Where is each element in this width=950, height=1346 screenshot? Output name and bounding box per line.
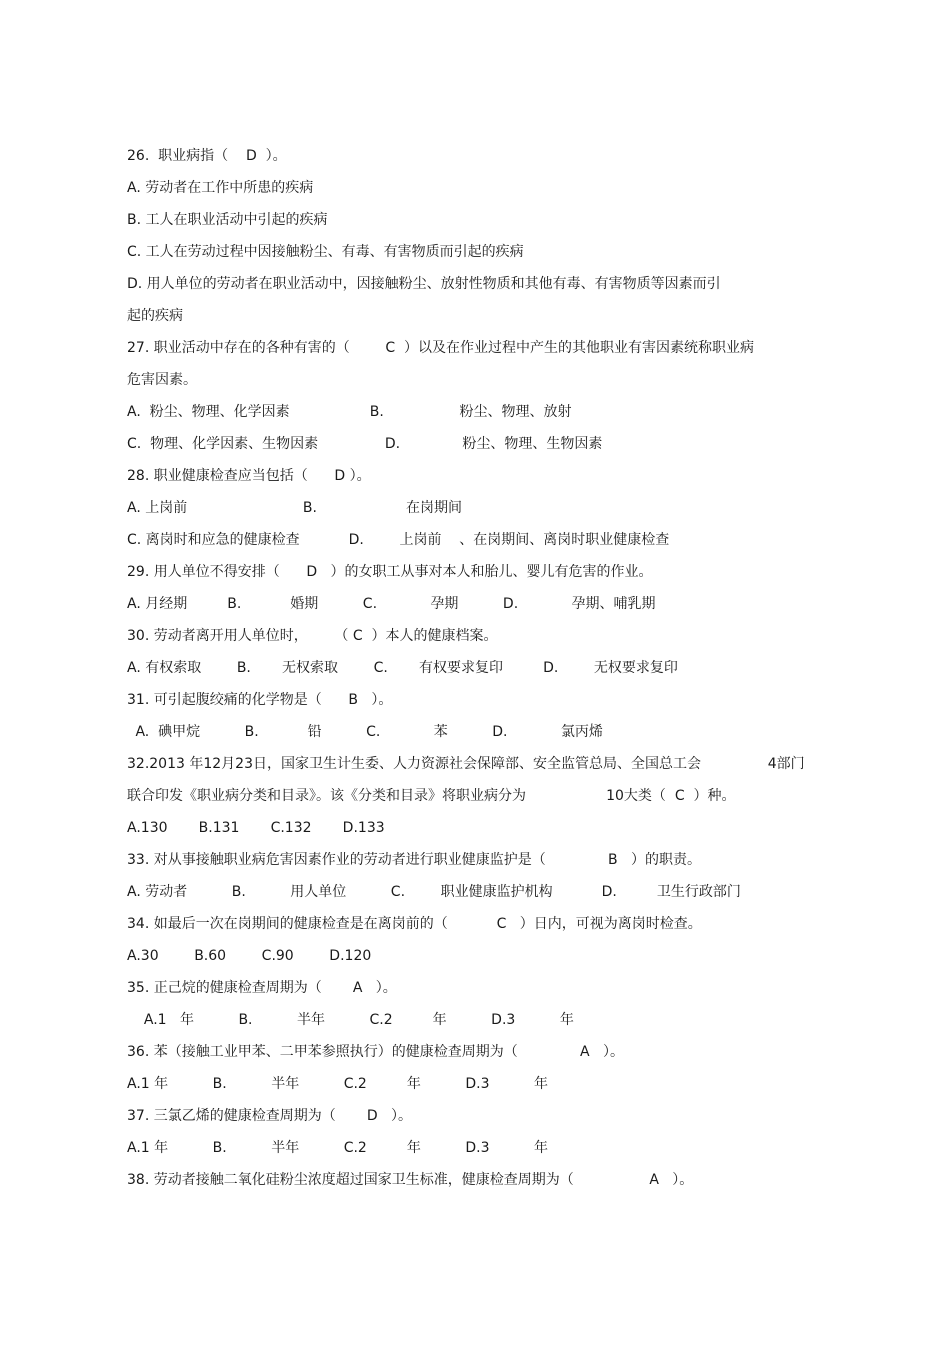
options-line: A. 月经期 B. 婚期 C. 孕期 D. 孕期、哺乳期: [127, 596, 656, 612]
options-line: A.1 年 B. 半年 C.2 年 D.3 年: [127, 1076, 549, 1092]
options-line: C. 离岗时和应急的健康检查 D. 上岗前 、在岗期间、离岗时职业健康检查: [127, 532, 670, 548]
option-line: B. 工人在职业活动中引起的疾病: [127, 212, 328, 228]
question-28: 28. 职业健康检查应当包括（ D ）。: [127, 468, 371, 484]
option-line-continued: 起的疾病: [127, 308, 183, 324]
options-line: A. 粉尘、物理、化学因素 B. 粉尘、物理、放射: [127, 404, 572, 420]
option-line: C. 工人在劳动过程中因接触粉尘、有毒、有害物质而引起的疾病: [127, 244, 524, 260]
question-27: 27. 职业活动中存在的各种有害的（ C ）以及在作业过程中产生的其他职业有害因素统称职业病: [127, 340, 754, 356]
question-31: 31. 可引起腹绞痛的化学物是（ B ）。: [127, 692, 393, 708]
options-line: A. 上岗前 B. 在岗期间: [127, 500, 462, 516]
options-line: A. 劳动者 B. 用人单位 C. 职业健康监护机构 D. 卫生行政部门: [127, 884, 741, 900]
options-line: A. 有权索取 B. 无权索取 C. 有权要求复印 D. 无权要求复印: [127, 660, 678, 676]
question-32: 32.2013 年12月23日，国家卫生计生委、人力资源社会保障部、安全监管总局、全国总工会 4部门: [127, 756, 805, 772]
question-29: 29. 用人单位不得安排（ D ）的女职工从事对本人和胎儿、婴儿有危害的作业。: [127, 564, 653, 580]
question-27-continued: 危害因素。: [127, 372, 197, 388]
question-32-continued: 联合印发《职业病分类和目录》。该《分类和目录》将职业病分为 10大类（ C ）种。: [127, 788, 736, 804]
question-33: 33. 对从事接触职业病危害因素作业的劳动者进行职业健康监护是（ B ）的职责。: [127, 852, 701, 868]
options-line: A.130 B.131 C.132 D.133: [127, 820, 385, 836]
question-34: 34. 如最后一次在岗期间的健康检查是在离岗前的（ C ）日内，可视为离岗时检查。: [127, 916, 702, 932]
question-36: 36. 苯（接触工业甲苯、二甲苯参照执行）的健康检查周期为（ A ）。: [127, 1044, 624, 1060]
question-30: 30. 劳动者离开用人单位时， （ C ）本人的健康档案。: [127, 628, 498, 644]
question-37: 37. 三氯乙烯的健康检查周期为（ D ）。: [127, 1108, 412, 1124]
question-35: 35. 正己烷的健康检查周期为（ A ）。: [127, 980, 397, 996]
question-26: 26. 职业病指（ D ）。: [127, 148, 287, 164]
question-38: 38. 劳动者接触二氧化硅粉尘浓度超过国家卫生标准，健康检查周期为（ A ）。: [127, 1172, 694, 1188]
options-line: A.30 B.60 C.90 D.120: [127, 948, 372, 964]
options-line: A. 碘甲烷 B. 铅 C. 苯 D. 氯丙烯: [131, 724, 603, 740]
options-line: A.1 年 B. 半年 C.2 年 D.3 年: [127, 1140, 549, 1156]
option-line: D. 用人单位的劳动者在职业活动中，因接触粉尘、放射性物质和其他有毒、有害物质等因素而引: [127, 276, 721, 292]
options-line: C. 物理、化学因素、生物因素 D. 粉尘、物理、生物因素: [127, 436, 603, 452]
options-line: A.1 年 B. 半年 C.2 年 D.3 年: [135, 1012, 574, 1028]
option-line: A. 劳动者在工作中所患的疾病: [127, 180, 314, 196]
